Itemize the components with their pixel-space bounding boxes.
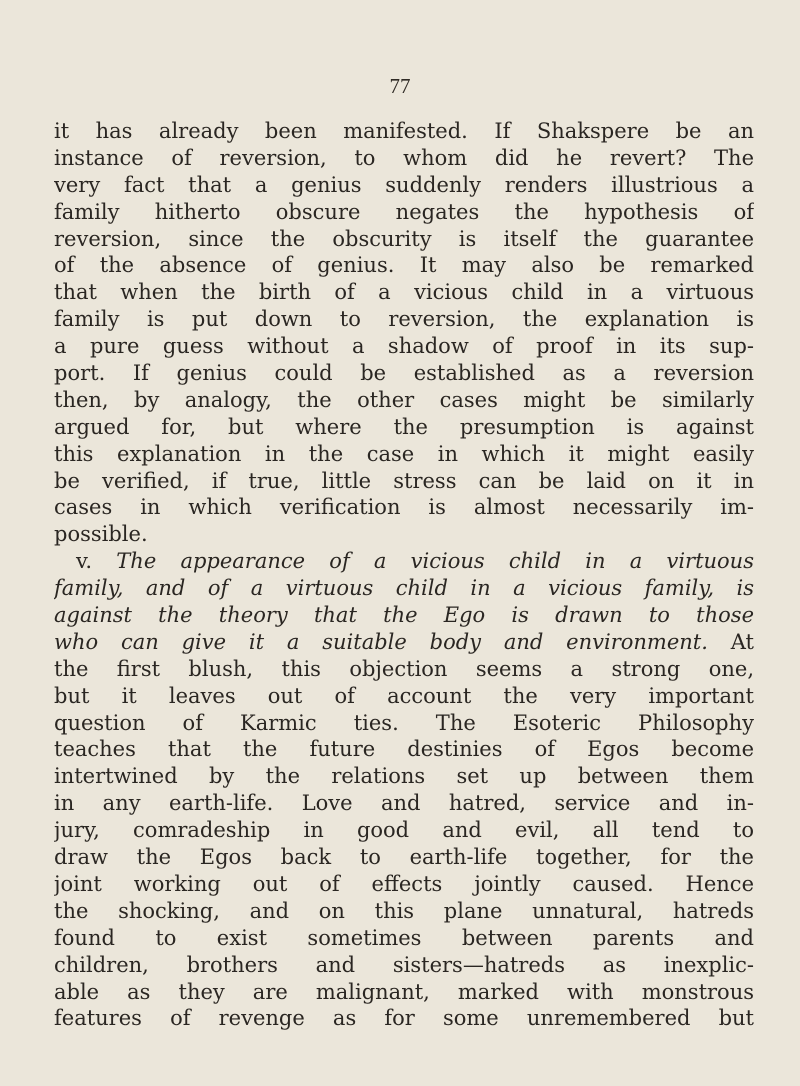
text-line: a pure guess without a shadow of proof in its sup-: [54, 334, 754, 359]
text-line: family is put down to reversion, the explanation is: [54, 307, 754, 332]
italic-text-line: against the theory that the Ego is drawn to those: [54, 603, 754, 628]
text-line: possible.: [54, 522, 148, 547]
text-line: very fact that a genius suddenly renders illustrious a: [54, 172, 754, 197]
text-line: port. If genius could be established as a reversion: [54, 361, 754, 386]
text-line: instance of reversion, to whom did he revert? The: [54, 145, 754, 170]
page-number: 77: [389, 74, 411, 98]
text-line: jury, comradeship in good and evil, all tend to: [54, 818, 754, 843]
text-line: children, brothers and sisters—hatreds as inexplic-: [54, 952, 754, 977]
text-line: then, by analogy, the other cases might be similarly: [54, 387, 754, 412]
text-line: that when the birth of a vicious child in a virtuous: [54, 280, 754, 305]
section-marker: v.: [76, 549, 93, 574]
text-line: it has already been manifested. If Shakspere be an: [54, 119, 754, 143]
text-line: draw the Egos back to earth-life together, for the: [54, 845, 754, 870]
paragraph-lead-line: [54, 548, 754, 575]
body-text: [54, 118, 754, 1032]
text-line: cases in which verification is almost necessarily im-: [54, 495, 754, 520]
text-line: in any earth-life. Love and hatred, service and in-: [54, 791, 754, 816]
text-line: features of revenge as for some unremembered but: [54, 1006, 754, 1031]
text-line: able as they are malignant, marked with monstrous: [54, 979, 754, 1004]
text-line: be verified, if true, little stress can be laid on it in: [54, 468, 754, 493]
line-tail-text: At: [730, 629, 754, 654]
text-line: joint working out of effects jointly caused. Hence: [54, 871, 754, 896]
text-line: family hitherto obscure negates the hypothesis of: [54, 199, 754, 224]
text-line: but it leaves out of account the very important: [54, 683, 754, 708]
text-line: the shocking, and on this plane unnatural, hatreds: [54, 898, 754, 923]
mixed-text-line: [54, 629, 754, 656]
text-line: intertwined by the relations set up between them: [54, 764, 754, 789]
italic-heading-text: The appearance of a vicious child in a virtuous: [116, 549, 754, 574]
text-line: found to exist sometimes between parents and: [54, 925, 754, 950]
text-line: argued for, but where the presumption is against: [54, 414, 754, 439]
text-line: reversion, since the obscurity is itself the guarantee: [54, 226, 754, 251]
text-line: the first blush, this objection seems a strong one,: [54, 656, 754, 681]
text-line: question of Karmic ties. The Esoteric Philosophy: [54, 710, 754, 735]
text-line: this explanation in the case in which it might easily: [54, 441, 754, 466]
text-line: teaches that the future destinies of Egos become: [54, 737, 754, 762]
text-line: of the absence of genius. It may also be remarked: [54, 253, 754, 278]
italic-text-line: family, and of a virtuous child in a vicious family, is: [54, 576, 754, 601]
italic-heading-text: who can give it a suitable body and environment.: [54, 629, 708, 654]
